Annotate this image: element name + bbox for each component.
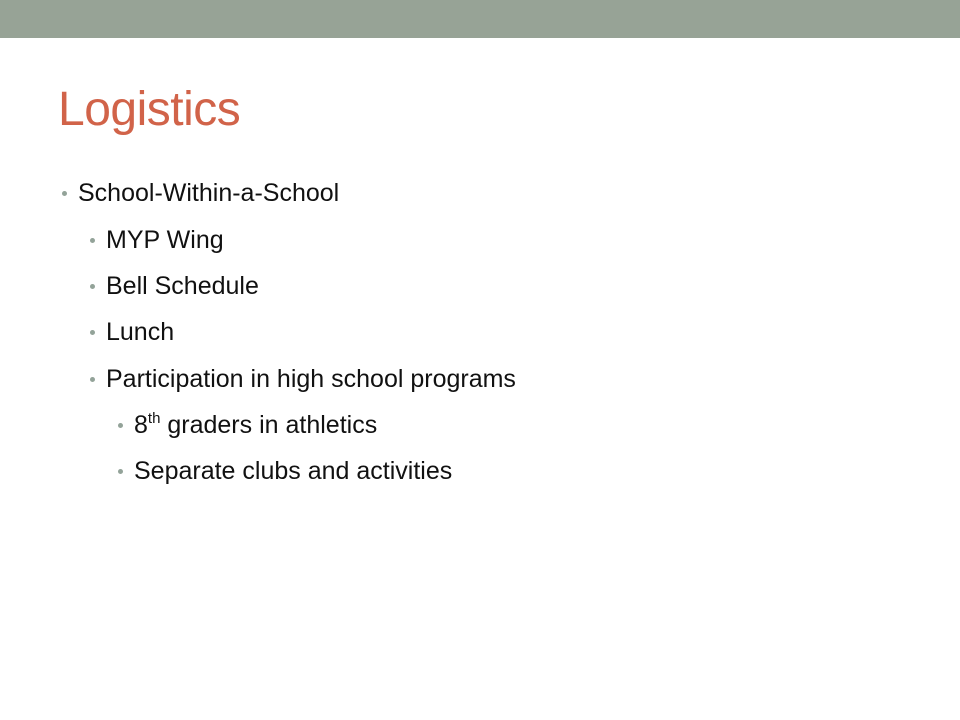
bullet-item xyxy=(106,271,259,301)
bullet-text: School-Within-a-School xyxy=(78,179,340,207)
bullet-item xyxy=(106,364,516,394)
bullet-text: graders in athletics xyxy=(160,411,378,439)
bullet-superscript: th xyxy=(147,409,161,427)
bullet-dot-icon xyxy=(90,284,95,289)
bullet-item xyxy=(78,178,339,208)
bullet-item xyxy=(106,225,224,255)
bullet-dot-icon xyxy=(118,423,123,428)
bullet-dot-icon xyxy=(90,238,95,243)
bullet-dot-icon xyxy=(118,469,123,474)
bullet-item xyxy=(134,410,377,440)
bullet-text: Separate clubs and activities xyxy=(134,457,453,485)
bullet-text: MYP Wing xyxy=(106,226,224,254)
slide-title: Logistics xyxy=(58,83,241,136)
bullet-dot-icon xyxy=(90,330,95,335)
bullet-item xyxy=(134,456,452,486)
bullet-dot-icon xyxy=(90,377,95,382)
bullet-text: Bell Schedule xyxy=(106,272,259,300)
bullet-text: Lunch xyxy=(106,318,175,346)
bullet-dot-icon xyxy=(62,191,67,196)
bullet-text: Participation in high school programs xyxy=(106,365,516,393)
bullet-number: 8 xyxy=(134,411,148,439)
bullet-item xyxy=(106,317,174,347)
